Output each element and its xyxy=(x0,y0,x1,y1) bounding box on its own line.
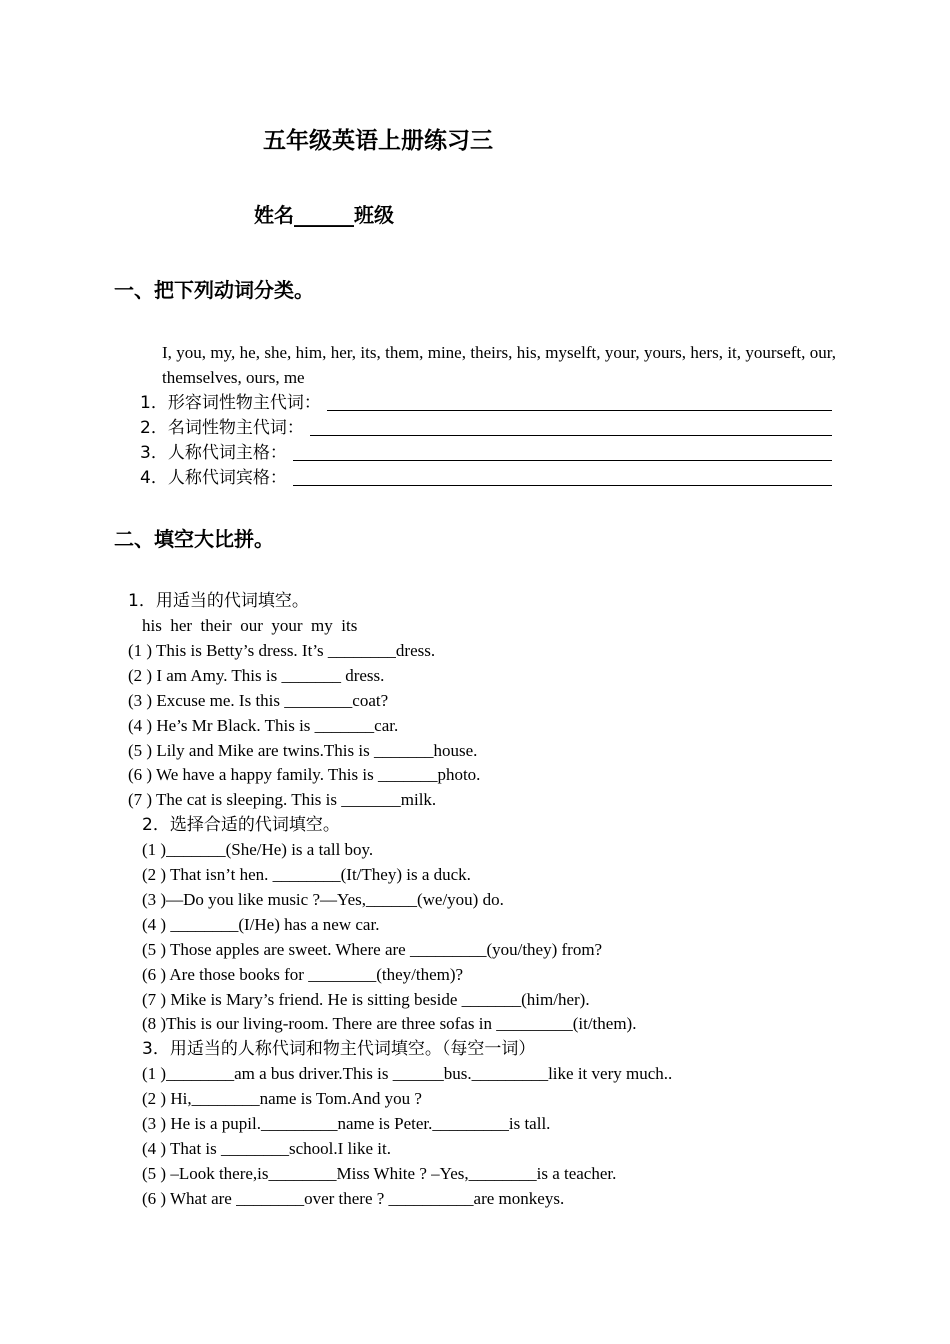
part1-item-6: (6 ) We have a happy family. This is _______photo. xyxy=(128,765,481,784)
category-answer-line-2 xyxy=(310,435,832,436)
part2-item-6: (6 ) Are those books for ________(they/them)? xyxy=(142,965,464,984)
category-row-2 xyxy=(140,415,832,439)
part2-title: 2．选择合适的代词填空。 xyxy=(142,815,340,835)
category-answer-line-4 xyxy=(293,485,832,486)
category-answer-line-1 xyxy=(327,410,832,411)
category-row-3 xyxy=(140,440,832,464)
category-row-4 xyxy=(140,465,832,489)
part2-item-3: (3 )—Do you like music ?—Yes,______(we/you) do. xyxy=(142,890,504,909)
name-label: 姓名 xyxy=(254,203,294,227)
category-label-4: 4．人称代词宾格： xyxy=(140,468,287,488)
part1-item-3: (3 ) Excuse me. Is this ________coat? xyxy=(128,691,389,710)
part1-item-7: (7 ) The cat is sleeping. This is _______milk. xyxy=(128,790,437,809)
part3-item-1: (1 )________am a bus driver.This is ______bus._________like it very much.. xyxy=(142,1064,673,1083)
category-label-1: 1．形容词性物主代词： xyxy=(140,393,321,413)
part1-item-4: (4 ) He’s Mr Black. This is _______car. xyxy=(128,716,399,735)
part1-item-5: (5 ) Lily and Mike are twins.This is _______house. xyxy=(128,741,478,760)
part3-item-6: (6 ) What are ________over there ? __________are monkeys. xyxy=(142,1189,565,1208)
name-blank: ______ xyxy=(294,203,354,227)
part2-item-4: (4 ) ________(I/He) has a new car. xyxy=(142,915,380,934)
part2-item-1: (1 )_______(She/He) is a tall boy. xyxy=(142,840,374,859)
part3-item-2: (2 ) Hi,________name is Tom.And you ? xyxy=(142,1089,422,1108)
class-label: 班级 xyxy=(354,203,394,227)
part2-item-5: (5 ) Those apples are sweet. Where are _________(you/they) from? xyxy=(142,940,603,959)
part1-item-1: (1 ) This is Betty’s dress. It’s ________dress. xyxy=(128,641,436,660)
part3-title: 3．用适当的人称代词和物主代词填空。（每空一词） xyxy=(142,1039,536,1059)
category-label-3: 3．人称代词主格： xyxy=(140,443,287,463)
part2-item-7: (7 ) Mike is Mary’s friend. He is sitting beside _______(him/her). xyxy=(142,990,590,1009)
part1-title: 1．用适当的代词填空。 xyxy=(128,591,309,611)
part2-item-2: (2 ) That isn’t hen. ________(It/They) is a duck. xyxy=(142,865,471,884)
name-class-line xyxy=(254,201,394,229)
pronoun-word-list: I, you, my, he, she, him, her, its, them, mine, theirs, his, myselft, your, yours, hers, it, yourseft, our, themselves, ours, me xyxy=(162,343,836,387)
part1-item-2: (2 ) I am Amy. This is _______ dress. xyxy=(128,666,385,685)
part1-word-bank: his her their our your my its xyxy=(142,616,358,635)
category-row-1 xyxy=(140,390,832,414)
part3-item-4: (4 ) That is ________school.I like it. xyxy=(142,1139,391,1158)
section1-heading: 一、把下列动词分类。 xyxy=(114,278,314,302)
category-label-2: 2．名词性物主代词： xyxy=(140,418,304,438)
section2-heading: 二、填空大比拼。 xyxy=(114,527,274,551)
part2-item-8: (8 )This is our living-room. There are three sofas in _________(it/them). xyxy=(142,1014,637,1033)
part3-item-3: (3 ) He is a pupil._________name is Peter._________is tall. xyxy=(142,1114,551,1133)
category-answer-line-3 xyxy=(293,460,832,461)
page-title: 五年级英语上册练习三 xyxy=(263,128,493,154)
part3-item-5: (5 ) –Look there,is________Miss White ? –Yes,________is a teacher. xyxy=(142,1164,617,1183)
